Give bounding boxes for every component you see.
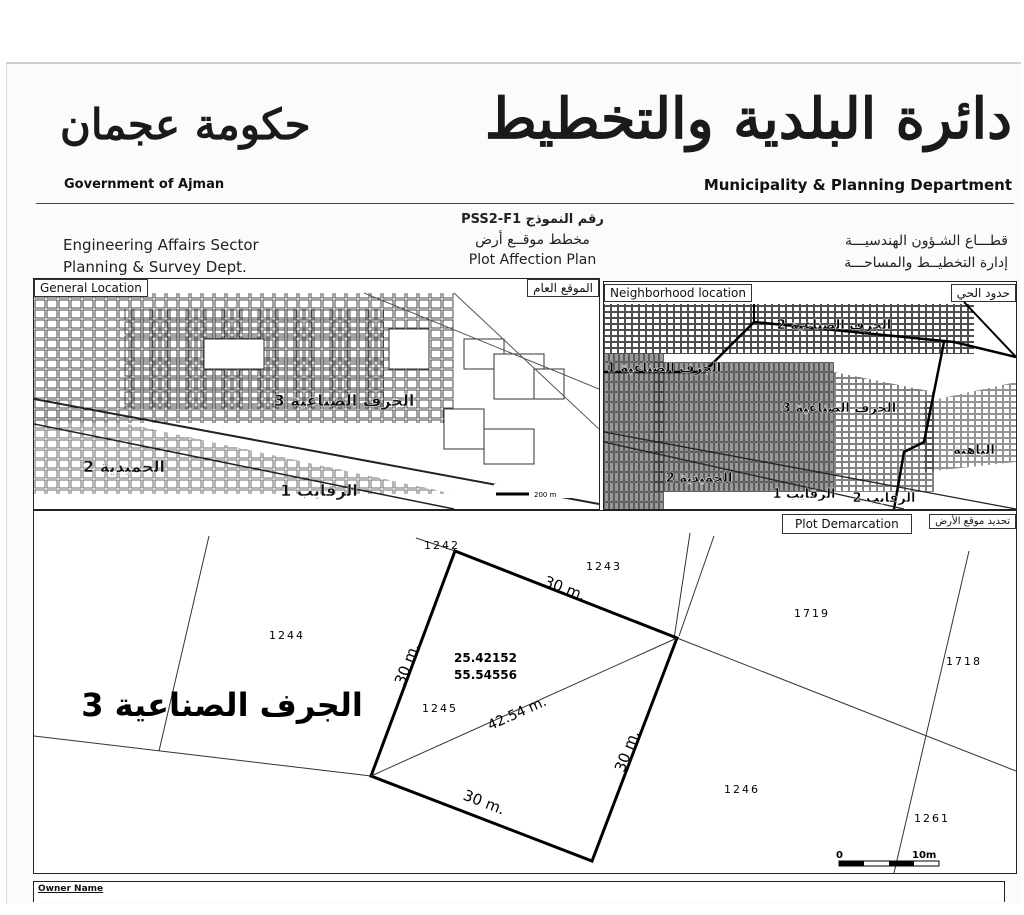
dimension-left: 30 m. bbox=[390, 640, 424, 688]
neighborhood-area-label-4: الياهية bbox=[953, 443, 995, 458]
neighborhood-area-label-2: الجرف الصناعية 1 bbox=[606, 361, 722, 376]
general-area-label-2: الحميدية 2 bbox=[83, 457, 165, 476]
plot-number-1242: 1242 bbox=[424, 539, 460, 552]
boundary-line bbox=[679, 536, 714, 636]
dimension-right: 30 m. bbox=[610, 727, 644, 775]
department-arabic-logo: دائرة البلدية والتخطيط bbox=[484, 86, 1012, 152]
plan-title-english: Plot Affection Plan bbox=[468, 252, 597, 268]
plot-demarcation-label: Plot Demarcation bbox=[782, 514, 912, 534]
neighborhood-location-map bbox=[604, 282, 1016, 509]
neighborhood-location-label-arabic: حدود الحي bbox=[951, 284, 1016, 302]
dimension-bottom: 30 m. bbox=[460, 786, 508, 819]
plot-demarcation-label-arabic: تحديد موقع الأرض bbox=[929, 514, 1016, 529]
area-name-label: الجرف الصناعية 3 bbox=[81, 686, 363, 724]
plot-number-1261: 1261 bbox=[914, 812, 950, 825]
plot-number-1719: 1719 bbox=[794, 607, 830, 620]
neighborhood-area-label-3: الجرف الصناعية 3 bbox=[781, 401, 897, 416]
scale-start-label: 0 bbox=[836, 850, 843, 861]
sector-arabic-block bbox=[844, 230, 1008, 274]
coordinate-latitude: 25.42152 bbox=[454, 651, 518, 665]
department-arabic: إدارة التخطيــط والمساحـــة bbox=[844, 255, 1008, 271]
neighborhood-area-label-7: الرقايب 2 bbox=[852, 491, 916, 506]
plot-number-1246: 1246 bbox=[724, 783, 760, 796]
plot-number-1718: 1718 bbox=[946, 655, 982, 668]
neighborhood-area-label-6: الرقايب 1 bbox=[772, 487, 836, 502]
dimension-diagonal: 42.54 m. bbox=[485, 693, 550, 734]
general-scale-label: 200 m bbox=[534, 491, 557, 499]
owner-name-label: Owner Name bbox=[38, 884, 104, 894]
sector-arabic: قطـــاع الشـؤون الهندسيـــة bbox=[845, 233, 1008, 249]
plot-demarcation-drawing bbox=[34, 511, 1016, 873]
neighborhood-location-panel bbox=[603, 281, 1017, 510]
department-english-title: Municipality & Planning Department bbox=[703, 176, 1012, 194]
boundary-line bbox=[34, 736, 371, 776]
plot-number-1245: 1245 bbox=[422, 702, 458, 715]
boundary-line bbox=[674, 533, 690, 639]
plot-number-1243: 1243 bbox=[586, 560, 622, 573]
general-area-label-1: الجرف الصناعية 3 bbox=[273, 391, 415, 410]
plan-title-block bbox=[440, 210, 625, 270]
plan-title-arabic: مخطط موقــع أرض bbox=[475, 232, 590, 248]
form-reference: PSS2-F1 رقم النموذج bbox=[461, 212, 604, 227]
scale-end-label: 10m bbox=[912, 850, 937, 861]
general-location-map bbox=[34, 279, 599, 509]
general-area-label-3: الرقايب 1 bbox=[280, 481, 358, 500]
neighborhood-area-label-5: الحميدية 2 bbox=[665, 471, 733, 486]
coordinate-longitude: 55.54556 bbox=[454, 668, 518, 682]
header-divider bbox=[36, 203, 1014, 204]
scale-bar-segment bbox=[889, 861, 914, 866]
plot-number-1244: 1244 bbox=[269, 629, 305, 642]
government-arabic-logo: حكومة عجمان bbox=[60, 100, 311, 149]
general-location-label-arabic: الموقع العام bbox=[527, 279, 599, 297]
general-location-label: General Location bbox=[34, 279, 148, 297]
scale-bar-segment bbox=[839, 861, 864, 866]
general-location-panel bbox=[33, 278, 600, 510]
owner-name-row bbox=[33, 881, 1005, 902]
sector-english: Engineering Affairs Sector bbox=[63, 236, 259, 254]
department-english: Planning & Survey Dept. bbox=[63, 258, 247, 276]
dimension-top: 30 m. bbox=[541, 572, 589, 605]
neighborhood-location-label: Neighborhood location bbox=[604, 284, 752, 302]
government-english-title: Government of Ajman bbox=[64, 177, 225, 192]
plot-demarcation-panel bbox=[33, 510, 1017, 874]
neighborhood-area-label-1: الجرف الصناعية 2 bbox=[776, 318, 892, 333]
sector-english-block bbox=[63, 234, 259, 278]
